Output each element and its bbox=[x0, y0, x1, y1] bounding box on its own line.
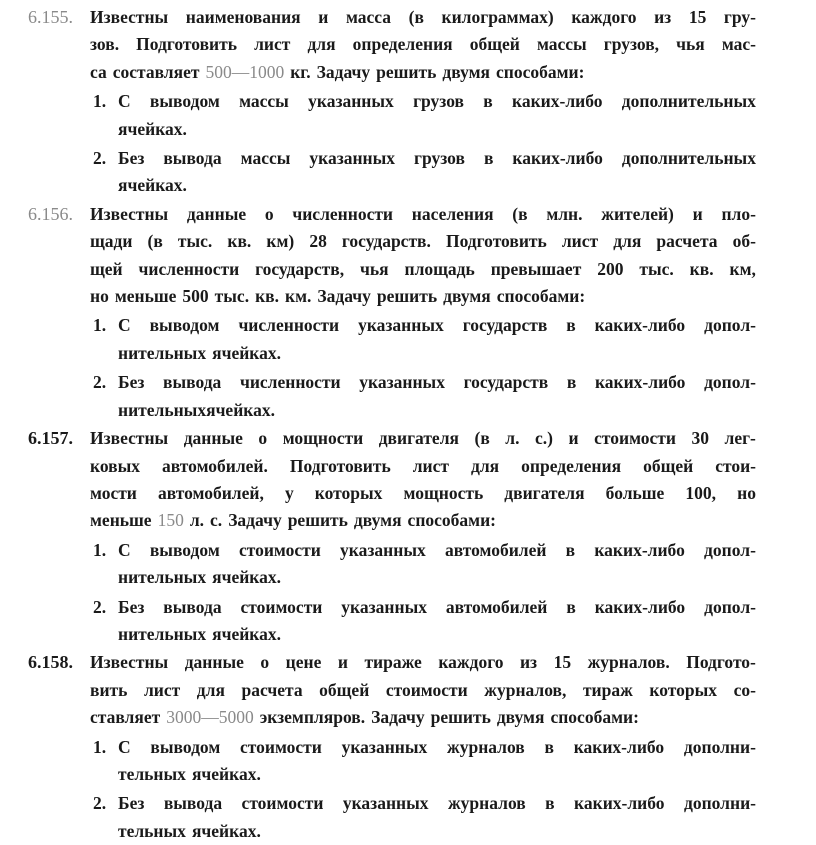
problem-text-line bbox=[90, 507, 756, 534]
word: (в bbox=[147, 231, 163, 252]
problem-text-line bbox=[90, 59, 756, 86]
word: 500 bbox=[182, 286, 209, 307]
word: Без bbox=[118, 596, 145, 617]
word: но bbox=[737, 482, 756, 503]
word: каких-либо bbox=[594, 596, 686, 617]
word: мощности bbox=[282, 428, 364, 449]
word: указанных bbox=[309, 148, 396, 169]
word: расчета bbox=[656, 231, 718, 252]
word: ячейках. bbox=[191, 763, 261, 784]
word: о bbox=[264, 203, 274, 224]
word: Задачу bbox=[371, 707, 425, 728]
word: выводом bbox=[149, 91, 220, 112]
word: государств bbox=[463, 372, 549, 393]
word: решить bbox=[376, 61, 437, 82]
word: Без bbox=[118, 148, 145, 169]
word: двигателя bbox=[504, 482, 585, 503]
word: стоимости bbox=[385, 679, 468, 700]
word: государств bbox=[462, 315, 548, 336]
word: меньше bbox=[90, 510, 152, 531]
word: стоимости bbox=[238, 539, 321, 560]
word: и bbox=[568, 428, 579, 449]
word: каждого bbox=[571, 7, 637, 27]
word: ячейках. bbox=[118, 175, 187, 196]
word: грузов bbox=[413, 91, 464, 112]
word: журналов. bbox=[587, 652, 670, 673]
word: стоимости bbox=[240, 736, 322, 757]
word: данные bbox=[184, 652, 244, 673]
method-number: 1. bbox=[93, 91, 107, 112]
word: стоимости bbox=[240, 596, 323, 617]
word: которых bbox=[314, 482, 383, 503]
problem-text-line bbox=[90, 256, 756, 283]
word: кг. bbox=[290, 61, 311, 82]
word: в bbox=[565, 539, 576, 560]
highlighted-value: 150 bbox=[157, 510, 184, 531]
word: допол- bbox=[704, 372, 756, 393]
word: лист bbox=[412, 455, 449, 476]
method-text-line bbox=[118, 761, 756, 788]
word: нительных bbox=[118, 623, 207, 644]
word: государств. bbox=[341, 231, 431, 252]
problem-text-line bbox=[90, 228, 756, 255]
word: численности bbox=[138, 258, 240, 279]
word: двумя bbox=[496, 707, 545, 728]
word: способами: bbox=[407, 510, 496, 531]
word: для bbox=[196, 679, 225, 700]
word: указанных bbox=[308, 91, 394, 112]
word: вить bbox=[90, 679, 128, 700]
word: Без bbox=[118, 793, 145, 814]
word: превышает bbox=[490, 258, 582, 279]
word: вывода bbox=[163, 148, 222, 169]
word: (в bbox=[512, 203, 528, 224]
word: каких-либо bbox=[573, 736, 665, 757]
method-number: 2. bbox=[93, 372, 107, 393]
problem-text-line bbox=[90, 704, 756, 731]
word: у bbox=[284, 482, 294, 503]
word: 15 bbox=[553, 652, 572, 673]
word: выводом bbox=[150, 736, 221, 757]
word: для bbox=[613, 231, 642, 252]
word: тираж bbox=[582, 679, 633, 700]
word: общей bbox=[643, 455, 694, 476]
word: которых bbox=[649, 679, 718, 700]
word: дополни- bbox=[683, 736, 756, 757]
word: кв. bbox=[255, 286, 279, 307]
word: ячейках. bbox=[212, 567, 281, 588]
word: автомобилей bbox=[445, 596, 548, 617]
method-text-line bbox=[118, 145, 756, 172]
word: пло- bbox=[721, 203, 756, 224]
word: масса bbox=[345, 7, 392, 27]
word: Задачу bbox=[317, 286, 371, 307]
method-text-line bbox=[118, 818, 756, 845]
word: журналов bbox=[447, 793, 526, 814]
word: ячейках. bbox=[212, 342, 281, 363]
method-item bbox=[0, 790, 816, 845]
word: журналов bbox=[447, 736, 525, 757]
word: об- bbox=[732, 231, 756, 252]
word: ячейках. bbox=[118, 118, 187, 139]
word: лег- bbox=[724, 428, 756, 449]
word: двумя bbox=[443, 286, 491, 307]
problem-number: 6.155. bbox=[28, 7, 73, 27]
word: гру- bbox=[723, 7, 756, 27]
word: способами: bbox=[496, 61, 585, 82]
word: о bbox=[260, 652, 270, 673]
word: Известны bbox=[90, 428, 169, 449]
word: решить bbox=[376, 286, 438, 307]
method-item bbox=[0, 312, 816, 367]
word: дополнительных bbox=[621, 148, 756, 169]
word: больше bbox=[605, 482, 665, 503]
word: ковых bbox=[90, 455, 141, 476]
word: в bbox=[566, 372, 577, 393]
word: решить bbox=[287, 510, 348, 531]
word: стои- bbox=[715, 455, 756, 476]
method-item bbox=[0, 369, 816, 424]
word: данные bbox=[183, 428, 243, 449]
word: допол- bbox=[704, 539, 756, 560]
word: тыс. bbox=[177, 231, 213, 252]
word: Подготовить bbox=[445, 231, 547, 252]
method-item bbox=[0, 145, 816, 200]
word: массы bbox=[240, 148, 291, 169]
word: Известны bbox=[90, 652, 169, 673]
word: в bbox=[545, 793, 555, 814]
word: меньше bbox=[114, 286, 177, 307]
word: (в bbox=[474, 428, 490, 449]
word: км) bbox=[266, 231, 295, 252]
word: с.) bbox=[535, 428, 553, 449]
method-text-line bbox=[118, 790, 756, 817]
word: (в bbox=[408, 7, 424, 27]
word: ячейках. bbox=[191, 820, 261, 841]
problem-number: 6.156. bbox=[28, 203, 73, 224]
word: тираже bbox=[364, 652, 422, 673]
word: двигателя bbox=[378, 428, 459, 449]
word: мас- bbox=[721, 34, 756, 55]
word: каких-либо bbox=[594, 539, 685, 560]
problem-text-line bbox=[90, 649, 756, 676]
word: дополнительных bbox=[621, 91, 756, 112]
word: экземпляров. bbox=[259, 707, 366, 728]
method-text-line bbox=[118, 734, 756, 761]
word: автомобилей, bbox=[157, 482, 264, 503]
word: со- bbox=[733, 679, 756, 700]
word: каких-либо bbox=[594, 315, 686, 336]
method-number: 2. bbox=[93, 148, 107, 169]
problem-6-158 bbox=[0, 649, 816, 845]
word: в bbox=[566, 596, 576, 617]
word: Известны bbox=[90, 203, 169, 224]
word: площадь bbox=[404, 258, 475, 279]
word: определения bbox=[352, 34, 453, 55]
problem-6-157 bbox=[0, 425, 816, 648]
word: нительныхячейках. bbox=[118, 399, 275, 420]
word: выводом bbox=[149, 315, 220, 336]
word: лист bbox=[143, 679, 181, 700]
method-text-line bbox=[118, 594, 756, 621]
word: мощность bbox=[403, 482, 484, 503]
word: расчета bbox=[241, 679, 303, 700]
word: каких-либо bbox=[594, 372, 686, 393]
problem-text-line bbox=[90, 283, 756, 310]
word: из bbox=[654, 7, 672, 27]
word: массы bbox=[239, 91, 289, 112]
word: с. bbox=[210, 510, 223, 531]
word: чья bbox=[676, 34, 705, 55]
word: для bbox=[470, 455, 500, 476]
word: кв. bbox=[689, 258, 714, 279]
method-text-line bbox=[118, 88, 756, 115]
method-text-line bbox=[118, 172, 756, 199]
word: указанных bbox=[359, 372, 445, 393]
word: автомобилей. bbox=[162, 455, 268, 476]
problem-6-156 bbox=[0, 201, 816, 424]
word: Подготовить bbox=[136, 34, 237, 55]
problem-text-line bbox=[90, 201, 756, 228]
highlighted-value: 500—1000 bbox=[205, 61, 285, 82]
problem-number: 6.157. bbox=[28, 428, 73, 449]
word: составляет bbox=[112, 61, 200, 82]
word: вывода bbox=[163, 372, 222, 393]
word: и bbox=[337, 652, 348, 673]
word: в bbox=[566, 315, 576, 336]
word: в bbox=[483, 148, 494, 169]
problem-text-line bbox=[90, 480, 756, 507]
highlighted-value: 3000—5000 bbox=[166, 707, 254, 728]
word: Задачу bbox=[228, 510, 282, 531]
word: общей bbox=[469, 34, 520, 55]
problem-number: 6.158. bbox=[28, 652, 73, 673]
word: указанных bbox=[340, 539, 426, 560]
word: допол- bbox=[704, 596, 756, 617]
method-number: 1. bbox=[93, 315, 107, 336]
problem-text-line bbox=[90, 425, 756, 452]
word: но bbox=[90, 286, 109, 307]
word: км, bbox=[729, 258, 756, 279]
word: для bbox=[307, 34, 336, 55]
word: каких-либо bbox=[574, 793, 665, 814]
word: ячейках. bbox=[212, 623, 281, 644]
method-text-line bbox=[118, 116, 756, 143]
problem-text-line bbox=[90, 31, 756, 58]
word: 100, bbox=[685, 482, 717, 503]
word: л. bbox=[505, 428, 520, 449]
method-item bbox=[0, 594, 816, 649]
word: определения bbox=[521, 455, 622, 476]
word: массы bbox=[536, 34, 587, 55]
word: щей bbox=[90, 258, 123, 279]
word: наименования bbox=[185, 7, 301, 27]
word: щади bbox=[90, 231, 133, 252]
word: двумя bbox=[353, 510, 402, 531]
word: указанных bbox=[341, 736, 428, 757]
word: С bbox=[118, 315, 131, 336]
word: млн. bbox=[546, 203, 583, 224]
word: 30 bbox=[691, 428, 709, 449]
word: км. bbox=[285, 286, 312, 307]
method-text-line bbox=[118, 564, 756, 591]
word: ставляет bbox=[90, 707, 161, 728]
method-item bbox=[0, 88, 816, 143]
word: автомобилей bbox=[444, 539, 547, 560]
word: данные bbox=[186, 203, 247, 224]
word: грузов, bbox=[603, 34, 660, 55]
word: стоимости bbox=[241, 793, 324, 814]
word: вывода bbox=[163, 793, 223, 814]
word: лист bbox=[254, 34, 291, 55]
problem-text-line bbox=[90, 453, 756, 480]
word: тельных bbox=[118, 763, 186, 784]
word: журналов, bbox=[484, 679, 567, 700]
word: численности bbox=[292, 203, 394, 224]
word: двумя bbox=[442, 61, 490, 82]
word: С bbox=[118, 539, 131, 560]
method-text-line bbox=[118, 397, 756, 424]
word: Подготовить bbox=[289, 455, 391, 476]
word: указанных bbox=[341, 596, 427, 617]
word: мости bbox=[90, 482, 137, 503]
word: Без bbox=[118, 372, 145, 393]
word: кв. bbox=[227, 231, 252, 252]
word: жителей) bbox=[601, 203, 674, 224]
word: зов. bbox=[90, 34, 120, 55]
word: 200 bbox=[597, 258, 624, 279]
word: допол- bbox=[704, 315, 756, 336]
method-text-line bbox=[118, 340, 756, 367]
method-number: 2. bbox=[93, 793, 107, 814]
word: решить bbox=[430, 707, 491, 728]
method-number: 2. bbox=[93, 596, 107, 617]
word: С bbox=[118, 91, 131, 112]
word: л. bbox=[189, 510, 205, 531]
problem-text-line bbox=[90, 677, 756, 704]
word: способами: bbox=[496, 286, 586, 307]
word: грузов bbox=[414, 148, 465, 169]
method-text-line bbox=[118, 369, 756, 396]
word: выводом bbox=[149, 539, 220, 560]
word: численности bbox=[239, 372, 341, 393]
word: стоимости bbox=[594, 428, 676, 449]
word: тыс. bbox=[639, 258, 674, 279]
word: дополни- bbox=[683, 793, 756, 814]
word: государств, bbox=[255, 258, 345, 279]
word: Задачу bbox=[316, 61, 371, 82]
method-item bbox=[0, 537, 816, 592]
word: 28 bbox=[309, 231, 327, 252]
word: 15 bbox=[688, 7, 707, 27]
word: нительных bbox=[118, 342, 207, 363]
word: цене bbox=[285, 652, 322, 673]
word: общей bbox=[319, 679, 370, 700]
word: и bbox=[692, 203, 703, 224]
word: чья bbox=[360, 258, 389, 279]
method-number: 1. bbox=[93, 736, 107, 757]
word: указанных bbox=[342, 793, 429, 814]
word: са bbox=[90, 61, 107, 82]
problem-text-line bbox=[90, 4, 756, 31]
method-text-line bbox=[118, 312, 756, 339]
word: С bbox=[118, 736, 131, 757]
word: в bbox=[544, 736, 554, 757]
word: каких-либо bbox=[512, 148, 603, 169]
word: вывода bbox=[163, 596, 222, 617]
word: каждого bbox=[438, 652, 504, 673]
word: нительных bbox=[118, 567, 207, 588]
word: тельных bbox=[118, 820, 186, 841]
method-item bbox=[0, 734, 816, 789]
word: в bbox=[483, 91, 493, 112]
word: указанных bbox=[358, 315, 444, 336]
word: населения bbox=[411, 203, 494, 224]
word: тыс. bbox=[214, 286, 250, 307]
word: лист bbox=[561, 231, 599, 252]
method-text-line bbox=[118, 621, 756, 648]
method-number: 1. bbox=[93, 539, 107, 560]
word: способами: bbox=[550, 707, 639, 728]
word: Известны bbox=[90, 7, 169, 27]
method-text-line bbox=[118, 537, 756, 564]
problem-6-155 bbox=[0, 4, 816, 200]
word: каких-либо bbox=[512, 91, 603, 112]
word: численности bbox=[238, 315, 340, 336]
word: Подгото- bbox=[686, 652, 756, 673]
word: и bbox=[318, 7, 329, 27]
word: из bbox=[519, 652, 538, 673]
word: о bbox=[258, 428, 268, 449]
word: килограммах) bbox=[441, 7, 554, 27]
